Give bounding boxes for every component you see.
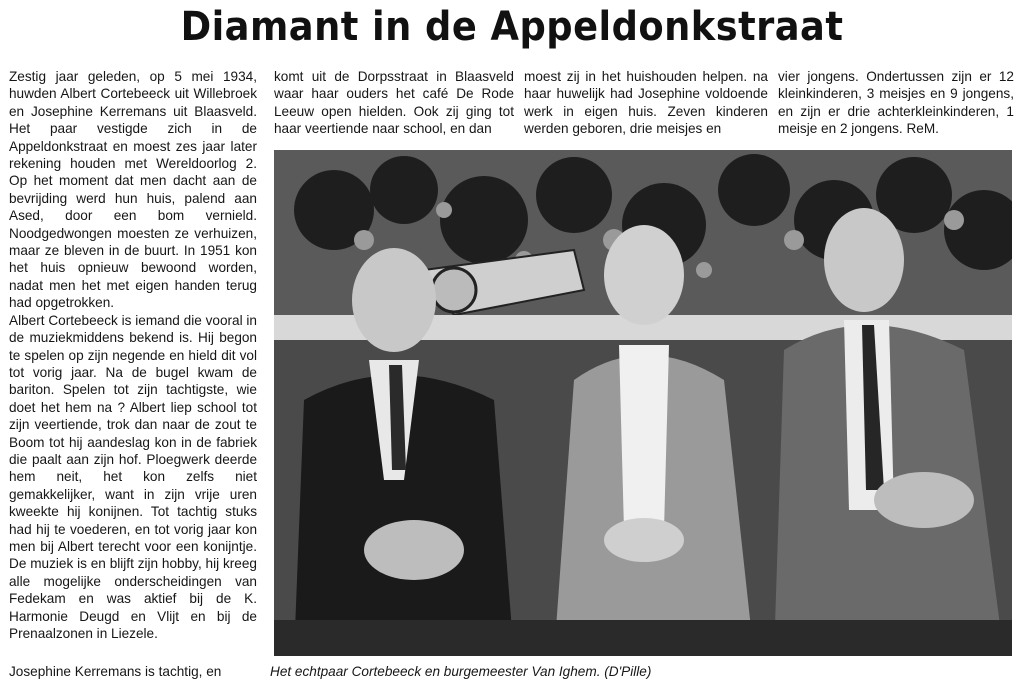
article-column-1 (9, 68, 257, 642)
column-2-paragraph: komt uit de Dorpsstraat in Blaasveld waar haar ouders het café De Rode Leeuw open hielden. Ook zij ging tot haar veertiende naar school, en dan (274, 69, 514, 137)
photo-caption: Het echtpaar Cortebeeck en burgemeester Van Ighem. (D'Pille) (270, 664, 652, 679)
column-1-paragraph-1: Zestig jaar geleden, op 5 mei 1934, huwden Albert Cortebeeck uit Willebroek en Josephine Kerremans uit Blaasveld. Het paar vestigde zich in de Appeldonkstraat en moest zes jaar later rekening houden met Wereldoorlog 2. Op het moment dat men dacht aan de bevrijding werd hun huis, palend aan Ased, door een bom vernield. Noodgedwongen moesten ze verhuizen, maar ze bleven in de buurt. In 1951 kon het huis opnieuw bewoond worden, nadat men het met eigen handen terug had opgetrokken. (9, 69, 257, 311)
column-3-paragraph: moest zij in het huishouden helpen. na haar huwelijk had Josephine voldoende werk in eigen huis. Zeven kinderen werden geboren, drie meisjes en (524, 69, 768, 137)
column-1-paragraph-2: Albert Cortebeeck is iemand die vooral in de muziekmiddens bekend is. Hij begon te spelen op zijn negende en hield dit vol tot vorig jaar. Na de bugel kwam de bariton. Spelen tot zijn tachtigste, wie doet het hem na ? Albert liep school tot zijn veertiende, trok dan naar de zout te Boom tot hij aandeslag kon in de fabriek die paalt aan zijn hof. Ploegwerk deerde hem neit, het kon zelfs niet gemakkelijker, want in zijn vrije uren kweekte hij konijnen. Tot tachtig stuks had hij te voederen, en tot vorig jaar kon men bij Albert terecht voor een konijntje. De muziek is en blijft zijn hobby, hij kreeg alle mogelijke onderscheidingen van Fedekam en was aktief bij de K. Harmonie Deugd en Vlijt en bij de Prenaalzonen in Liezele. (9, 312, 257, 641)
column-1-last-line: Josephine Kerremans is tachtig, en (9, 664, 222, 679)
photo-illustration (274, 150, 1012, 656)
article-headline: Diamant in de Appeldonkstraat (180, 4, 844, 50)
article-column-4 (778, 68, 1014, 138)
couple-photo (274, 150, 1012, 656)
column-4-paragraph: vier jongens. Ondertussen zijn er 12 kleinkinderen, 3 meisjes en 9 jongens, en zijn er drie achterkleinkinderen, 1 meisje en 2 jongens. ReM. (778, 69, 1014, 137)
article-column-3 (524, 68, 768, 138)
article-column-2 (274, 68, 514, 138)
